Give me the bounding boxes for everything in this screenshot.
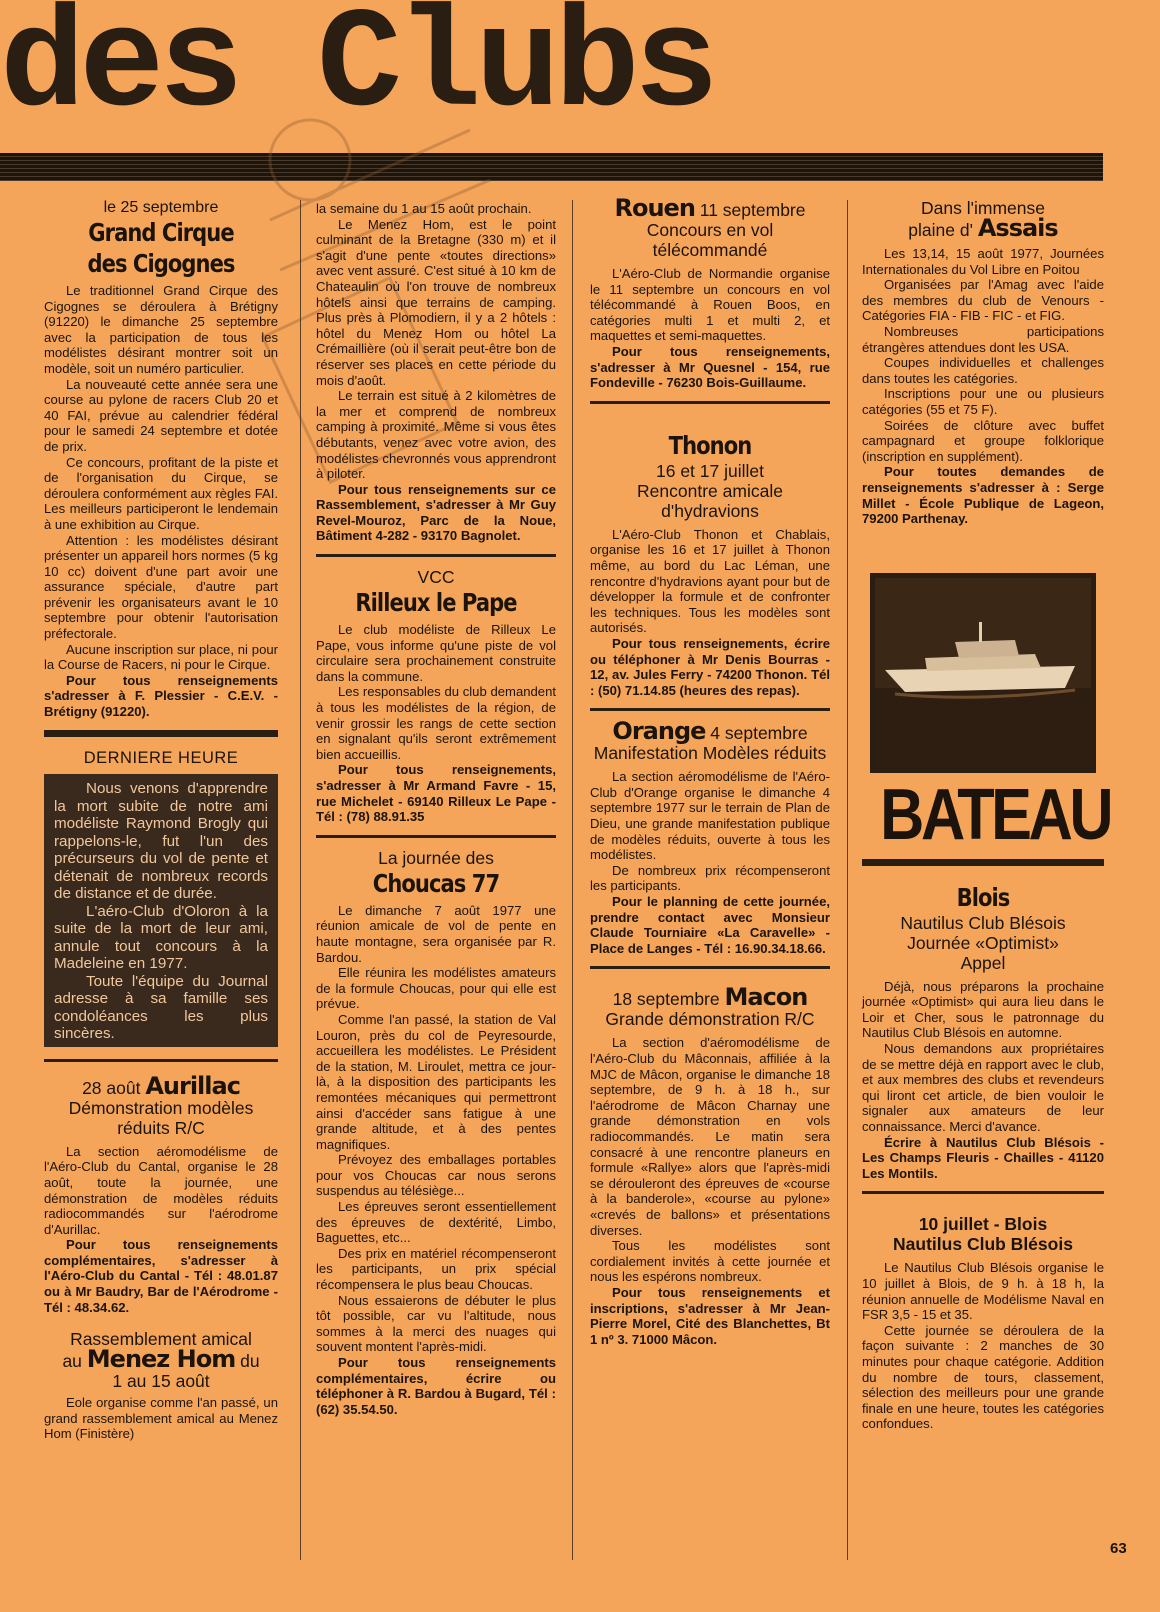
masthead-title: des Clubs — [0, 0, 713, 147]
article-subtitle: Appel — [960, 952, 1006, 973]
paragraph: Le traditionnel Grand Cirque des Cigognes se déroulera à Brétigny (91220) le dimanche 25 septembre avec la participation de tous les modélistes désirant montrer soit un modèle, soit un numéro particulier. — [44, 283, 278, 376]
divider — [44, 1059, 278, 1062]
article-menez-hom — [44, 1329, 278, 1442]
paragraph: Elle réunira les modélistes amateurs de la formule Choucas, pour qui elle est prévue. — [316, 965, 556, 1012]
heading-word: au — [62, 1351, 82, 1372]
paragraph: la semaine du 1 au 15 août prochain. — [316, 201, 532, 216]
article-date: le 25 septembre — [103, 199, 219, 216]
divider — [590, 401, 830, 404]
heading-word: du — [240, 1351, 260, 1372]
article-date: 1 au 15 août — [112, 1371, 210, 1392]
column-2 — [316, 201, 556, 1427]
paragraph: Nous essaierons de débuter le plus tôt possible, car vu l'altitude, nous sommes à la merci des nuages qui souvent montent l'après-midi. — [316, 1292, 556, 1355]
paragraph: Le terrain est situé à 2 kilomètres de la mer et comprend de nombreux camping à proximité. Même si vous êtes débutants, venez avec votre avion, des modélistes chevronnés vous apprendront à piloter. — [316, 388, 556, 482]
paragraph: Nous demandons aux propriétaires de se mettre déjà en rapport avec le club, et aux membres des clubs et revendeurs qui liront cet article, de bien vouloir le signaler aux amateurs de leur connaissance. Merci d'avance. — [862, 1041, 1104, 1135]
article-subtitle: Nautilus Club Blésois — [893, 1234, 1073, 1255]
paragraph: Les responsables du club demandent à tous les modélistes de la région, de venir grossir les rangs de cette section en signalant qu'ils seront extrêmement bien accueillis. — [316, 684, 556, 762]
article-title: Rouen — [614, 194, 695, 222]
divider — [862, 1191, 1104, 1194]
article-heading — [44, 1345, 278, 1374]
article-pretitle: La journée des — [378, 847, 494, 868]
contact-info: Pour tous renseignements et inscriptions, s'adresser à Mr Jean-Pierre Morel, Cité des Blanchettes, Bt 1 nº 3. 71000 Mâcon. — [590, 1284, 830, 1347]
column-4 — [862, 198, 1111, 1442]
contact-info: Pour tous renseignements complémentaires, écrire ou téléphoner à R. Bardou à Bugard, Tél : (62) 35.54.50. — [316, 1355, 556, 1417]
article-title: Aurillac — [145, 1071, 240, 1100]
article-aurillac — [44, 1071, 278, 1316]
article-subtitle: Manifestation Modèles réduits — [593, 743, 827, 764]
article-assais — [862, 198, 1104, 527]
column-1 — [44, 198, 278, 1452]
paragraph: Soirées de clôture avec buffet campagnard et groupe folklorique (inscription en supplément). — [862, 417, 1104, 464]
article-date: 4 septembre — [710, 723, 808, 744]
header-rule — [0, 153, 1103, 181]
article-heading — [44, 1071, 278, 1100]
article-subtitle: Concours en vol télécommandé — [646, 220, 774, 260]
article-rilleux — [316, 567, 556, 825]
divider — [862, 859, 1104, 866]
article-choucas — [316, 848, 556, 1418]
paragraph: La section aéromodélisme de l'Aéro-Club d'Orange organise le dimanche 4 septembre 1977 sur le terrain de Plan de Dieu, une grande manifestation publique de modèles réduits, ouverte à tous les modélistes. — [590, 769, 830, 863]
article-subtitle: Journée «Optimist» — [907, 932, 1059, 953]
paragraph: Organisées par l'Amag avec l'aide des membres du club de Venours - Catégories FIA - FIB - FIC - et FIG. — [862, 277, 1104, 324]
paragraph: La section aéromodélisme de l'Aéro-Club du Cantal, organise le 28 août, toute la journée, une démonstration de modèles réduits radiocommandés sur l'aérodrome d'Aurillac. — [44, 1143, 278, 1237]
paragraph: Le Menez Hom, est le point culminant de la Bretagne (330 m) et il s'agit d'une pente «toutes directions» avec vent assuré. C'est situé à 10 km de Chateaulin où l'on trouve de nombreux hôtels ainsi que terrains de camping. Plus près à Plomodiern, il y a 2 hôtels : hôtel du Menez Hom ou hôtel La Crémaillière (où il serait peut-être bon de réserver ses places en cette période du mois d'août. — [316, 216, 556, 388]
column-divider — [847, 200, 848, 1560]
paragraph: Des prix en matériel récompenseront les participants, un prix spécial récompensera le plus beau Choucas. — [316, 1245, 556, 1293]
paragraph: Nombreuses participations étrangères attendues dont les USA. — [862, 323, 1104, 355]
article-heading — [862, 214, 1104, 242]
section-title: BATEAU — [880, 774, 1111, 855]
paragraph: Tous les modélistes sont cordialement invités à cette journée et nous les espérons nombreux. — [590, 1238, 830, 1285]
paragraph: Les épreuves seront essentiellement des épreuves de dextérité, Limbo, Baguettes, etc... — [316, 1199, 556, 1246]
paragraph: Le Nautilus Club Blésois organise le 10 juillet à Blois, de 9 h. à 18 h, la réunion annuelle de Modélisme Naval en FSR 3,5 - 15 et 35. — [862, 1260, 1104, 1323]
article-heading — [590, 983, 830, 1012]
column-3 — [590, 194, 830, 1357]
paragraph: Coupes individuelles et challenges dans toutes les catégories. — [862, 355, 1104, 386]
article-title: Assais — [977, 214, 1058, 242]
column-divider — [300, 200, 301, 1560]
article-title: Blois — [956, 882, 1010, 912]
contact-info: Pour tous renseignements, écrire ou téléphoner à Mr Denis Bourras - 12, av. Jules Ferry - 74200 Thonon. Tél : (50) 71.14.85 (heures des repas). — [590, 635, 830, 698]
paragraph: Inscriptions pour une ou plusieurs catégories (55 et 75 F). — [862, 386, 1104, 417]
heading-word: plaine d' — [908, 220, 973, 240]
paragraph: Ce concours, profitant de la piste et de l'organisation du Cirque, se déroulera conformément aux règles FAI. Les meilleurs participeront le lendemain à une exhibition au Cirque. — [44, 454, 278, 532]
boat-image — [875, 578, 1091, 768]
paragraph: Attention : les modélistes désirant présenter un appareil hors normes (5 kg 10 cc) doivent d'une part avoir une assurance spéciale, d'autre part prévenir les organisateurs avant le 10 septembre pour obtenir l'autorisation préfectorale. — [44, 532, 278, 642]
paragraph: Le dimanche 7 août 1977 une réunion amicale de vol de pente en haute montagne, sera organisée par R. Bardou. — [316, 902, 556, 965]
paragraph: Cette journée se déroulera de la façon suivante : 2 manches de 30 minutes pour chaque catégorie. Addition du nombre de tours, classement, sélection des meilleurs pour une grande finale en une heure, toutes les catégories confondues. — [862, 1322, 1104, 1432]
divider — [316, 554, 556, 557]
article-subtitle: Grande démonstration R/C — [605, 1009, 815, 1030]
paragraph: Aucune inscription sur place, ni pour la Course de Racers, ni pour le Cirque. — [44, 641, 278, 673]
paragraph: Nous venons d'apprendre la mort subite de notre ami modéliste Raymond Brogly qui rappelons-le, fut l'un des précurseurs du vol de pente et détenait de nombreux records de distance et de durée. — [54, 780, 268, 903]
article-date: 18 septembre — [612, 989, 720, 1010]
breaking-news-box — [44, 774, 278, 1047]
article-date: 16 et 17 juillet — [656, 460, 764, 481]
paragraph: Les 13,14, 15 août 1977, Journées Internationales du Vol Libre en Poitou — [862, 246, 1104, 277]
contact-info: Pour tous renseignements s'adresser à F. Plessier - C.E.V. - Brétigny (91220). — [44, 672, 278, 720]
article-title: Choucas 77 — [372, 868, 500, 898]
paragraph: Toute l'équipe du Journal adresse à sa famille ses condoléances les plus sincères. — [54, 972, 268, 1043]
paragraph: Le club modéliste de Rilleux Le Pape, vous informe qu'une piste de vol circulaire sera prochainement construite dans la commune. — [316, 622, 556, 684]
article-rouen — [590, 194, 830, 391]
paragraph: Comme l'an passé, la station de Val Louron, près du col de Peyresourde, accueillera les modélistes. Le Président de la station, M. Liroulet, mettra ce jour-là, à la disposition des participants les remontées mécaniques qui permettront ainsi d'accéder sans fatigue à une grande altitude, et à des pentes magnifiques. — [316, 1011, 556, 1152]
divider — [44, 730, 278, 737]
contact-info: Pour tous renseignements, s'adresser à Mr Armand Favre - 15, rue Michelet - 69140 Rilleux Le Pape - Tél : (78) 88.91.35 — [316, 762, 556, 825]
article-heading — [590, 194, 830, 222]
article-macon — [590, 983, 830, 1347]
article-title: Menez Hom — [86, 1345, 236, 1374]
contact-info: Pour tous renseignements sur ce Rassemblement, s'adresser à Mr Guy Revel-Mouroz, Parc de la Noue, Bâtiment 4-282 - 93170 Bagnolet. — [316, 481, 556, 544]
article-title: Macon — [724, 983, 808, 1012]
article-date: 28 août — [82, 1077, 141, 1098]
article-date: 11 septembre — [699, 200, 806, 220]
article-cigognes — [44, 198, 278, 720]
article-title: Thonon — [668, 430, 752, 460]
paragraph: L'Aéro-Club Thonon et Chablais, organise les 16 et 17 juillet à Thonon même, au bord du Lac Léman, une rencontre d'hydravions ayant pour but de développer la formule et de confronter les techniques. Tous les modèles sont autorisés. — [590, 526, 830, 636]
column-divider — [572, 200, 573, 1560]
article-pretitle: Rassemblement amical — [70, 1329, 252, 1350]
paragraph: Eole organise comme l'an passé, un grand rassemblement amical au Menez Hom (Finistère) — [44, 1395, 278, 1442]
article-menez-hom-continued — [316, 201, 556, 544]
contact-info: Pour toutes demandes de renseignements s'adresser à : Serge Millet - École Publique de Lageon, 79200 Parthenay. — [862, 464, 1104, 527]
paragraph: Déjà, nous préparons la prochaine journée «Optimist» qui aura lieu dans le Loir et Cher, sous le patronnage du Nautilus Club Blésois en automne. — [862, 978, 1104, 1041]
article-title: Rilleux le Pape — [355, 588, 517, 618]
article-title: des Cigognes — [87, 249, 235, 278]
article-thonon — [590, 430, 830, 699]
paragraph: La section d'aéromodélisme de l'Aéro-Club du Mâconnais, affiliée à la MJC de Mâcon, organise le dimanche 18 septembre, de 9 h. à 18 h., sur l'aérodrome de Mâcon Charnay une grande démonstration en vols radiocommandés. Le matin sera consacré à une rencontre planeurs en formule «Rallye» alors que l'après-midi se dérouleront des épreuves de «course à la banderole», «course au pylone» «crevés de ballons» et présentations diverses. — [590, 1035, 830, 1238]
contact-info: Pour tous renseignements complémentaires, s'adresser à l'Aéro-Club du Cantal - Tél : 48.01.87 ou à Mr Baudry, Bar de l'Aérodrome - Tél : 48.34.62. — [44, 1237, 278, 1315]
article-pretitle: VCC — [417, 567, 455, 588]
breaking-news-title: DERNIERE HEURE — [83, 748, 239, 767]
article-subtitle: Rencontre amicale d'hydravions — [637, 480, 783, 521]
paragraph: De nombreux prix récompenseront les participants. — [590, 862, 830, 894]
article-title: 10 juillet - Blois — [918, 1214, 1048, 1235]
paragraph: L'aéro-Club d'Oloron à la suite de la mort de leur ami, annule tout concours à la Madeleine en 1977. — [54, 902, 268, 973]
divider — [590, 708, 830, 711]
article-title: Grand Cirque — [88, 218, 234, 247]
article-orange — [590, 717, 830, 956]
paragraph: Prévoyez des emballages portables pour vos Choucas car nous serons suspendus au télésiège... — [316, 1152, 556, 1199]
article-blois-juillet — [862, 1214, 1104, 1432]
article-heading — [590, 717, 830, 746]
contact-info: Écrire à Nautilus Club Blésois - Les Champs Fleuris - Chailles - 41120 Les Montils. — [862, 1134, 1104, 1181]
article-subtitle: Démonstration modèles réduits R/C — [68, 1097, 254, 1138]
contact-info: Pour tous renseignements, s'adresser à Mr Quesnel - 154, rue Fondeville - 76230 Bois-Guillaume. — [590, 343, 830, 391]
divider — [316, 835, 556, 838]
contact-info: Pour le planning de cette journée, prendre contact avec Monsieur Claude Tourniaire «La Caravelle» - Place de Langes - Tél : 16.90.34.18.66. — [590, 894, 830, 956]
article-blois — [862, 882, 1104, 1182]
article-subtitle: Nautilus Club Blésois — [900, 912, 1066, 933]
paragraph: L'Aéro-Club de Normandie organise le 11 septembre un concours en vol télécommandé à Rouen Boos, en catégories multi 1 et multi 2, et maquettes et semi-maquettes. — [590, 266, 830, 344]
divider — [590, 966, 830, 969]
page-number: 63 — [1110, 1540, 1127, 1557]
paragraph: La nouveauté cette année sera une course au pylone de racers Club 20 et 40 FAI, prévue au calendrier fédéral pour le samedi 24 septembre et dotée de prix. — [44, 376, 278, 454]
boat-photo — [870, 573, 1096, 773]
article-pretitle: Dans l'immense — [921, 198, 1045, 218]
article-title: Orange — [612, 717, 706, 746]
